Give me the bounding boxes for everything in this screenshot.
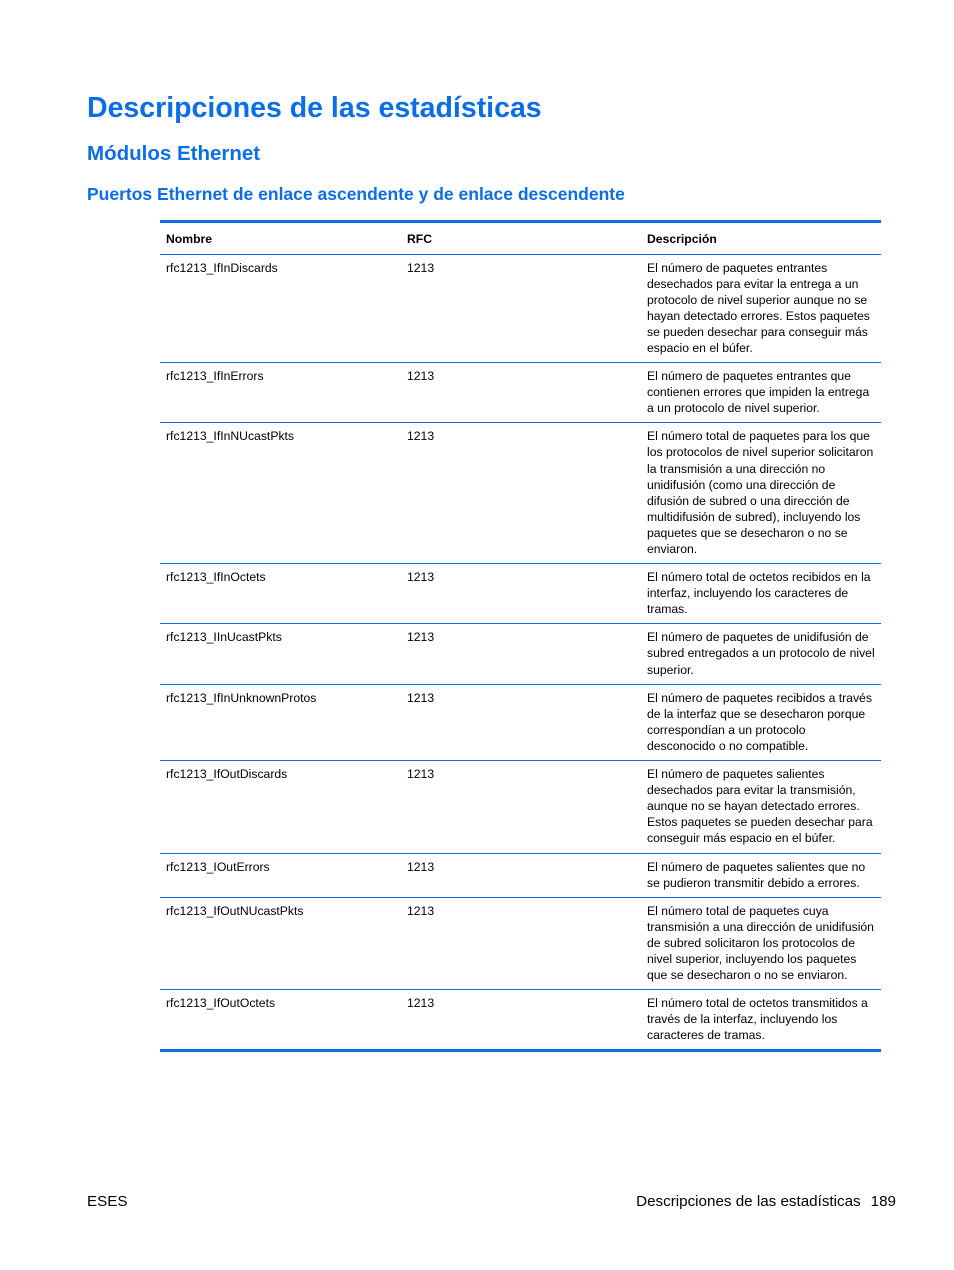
column-header-description: Descripción [641, 223, 881, 254]
cell-name: rfc1213_IfInDiscards [166, 260, 278, 275]
statistics-table-container [160, 220, 881, 1052]
cell-name: rfc1213_IfOutNUcastPkts [166, 903, 304, 918]
page-title: Descripciones de las estadísticas [87, 92, 542, 124]
cell-name: rfc1213_IfOutDiscards [166, 767, 288, 782]
cell-rfc: 1213 [407, 369, 435, 384]
column-header-name: Nombre [160, 223, 401, 254]
cell-name: rfc1213_IfInErrors [166, 369, 264, 384]
cell-rfc: 1213 [407, 429, 435, 444]
cell-name: rfc1213_IfInUnknownProtos [166, 690, 317, 705]
cell-rfc: 1213 [407, 767, 435, 782]
cell-description: El número de paquetes recibidos a través de la interfaz que se desecharon porque correspondían a un protocolo desconocido o no compatible. [647, 690, 872, 753]
footer-section-title: Descripciones de las estadísticas [636, 1193, 861, 1210]
cell-rfc: 1213 [407, 996, 435, 1011]
subsection-heading: Puertos Ethernet de enlace ascendente y de enlace descendente [87, 184, 625, 204]
table-row [160, 684, 881, 760]
table-row [160, 761, 881, 853]
cell-rfc: 1213 [407, 903, 435, 918]
cell-rfc: 1213 [407, 690, 435, 705]
table-row [160, 423, 881, 564]
statistics-table [160, 223, 881, 1049]
cell-description: El número de paquetes de unidifusión de subred entregados a un protocolo de nivel superior. [647, 630, 875, 677]
footer-page-number: 189 [870, 1193, 896, 1210]
table-row [160, 990, 881, 1050]
table-row [160, 897, 881, 989]
cell-name: rfc1213_IfOutOctets [166, 996, 276, 1011]
cell-name: rfc1213_IInUcastPkts [166, 630, 282, 645]
cell-description: El número total de paquetes para los que los protocolos de nivel superior solicitaron la transmisión a una dirección no unidifusión (como una dirección de difusión de subred o una dirección de multidifusión de subred), incluyendo los paquetes que se desecharon o no se enviaron. [647, 429, 874, 556]
cell-description: El número total de paquetes cuya transmisión a una dirección de unidifusión de subred solicitaron los protocolos de nivel superior, incluyendo los paquetes que se desecharon o no se enviaron. [647, 903, 874, 983]
cell-description: El número total de octetos transmitidos a través de la interfaz, incluyendo los caracteres de tramas. [647, 996, 868, 1043]
section-heading: Módulos Ethernet [87, 142, 261, 165]
table-row [160, 254, 881, 363]
cell-rfc: 1213 [407, 630, 435, 645]
table-row [160, 363, 881, 423]
cell-rfc: 1213 [407, 859, 435, 874]
footer-page-info [636, 1192, 896, 1212]
cell-rfc: 1213 [407, 570, 435, 585]
column-header-rfc: RFC [401, 223, 641, 254]
cell-description: El número de paquetes entrantes que contienen errores que impiden la entrega a un protocolo de nivel superior. [647, 369, 870, 416]
table-row [160, 853, 881, 897]
cell-description: El número total de octetos recibidos en la interfaz, incluyendo los caracteres de tramas. [647, 570, 871, 617]
cell-description: El número de paquetes salientes que no se pudieron transmitir debido a errores. [647, 859, 866, 890]
cell-name: rfc1213_IfInNUcastPkts [166, 429, 295, 444]
table-header-row [160, 223, 881, 254]
footer-locale-code: ESES [87, 1193, 128, 1210]
cell-description: El número de paquetes salientes desechados para evitar la transmisión, aunque no se hayan detectado errores. Estos paquetes se pueden desechar para conseguir más espacio en el búfer. [647, 767, 873, 846]
cell-rfc: 1213 [407, 260, 435, 275]
cell-description: El número de paquetes entrantes desechados para evitar la entrega a un protocolo de nivel superior aunque no se hayan detectado errores. Estos paquetes se pueden desechar para conseguir más espacio en el búfer. [647, 260, 870, 355]
table-row [160, 564, 881, 624]
table-row [160, 624, 881, 684]
cell-name: rfc1213_IfInOctets [166, 570, 266, 585]
cell-name: rfc1213_IOutErrors [166, 859, 270, 874]
